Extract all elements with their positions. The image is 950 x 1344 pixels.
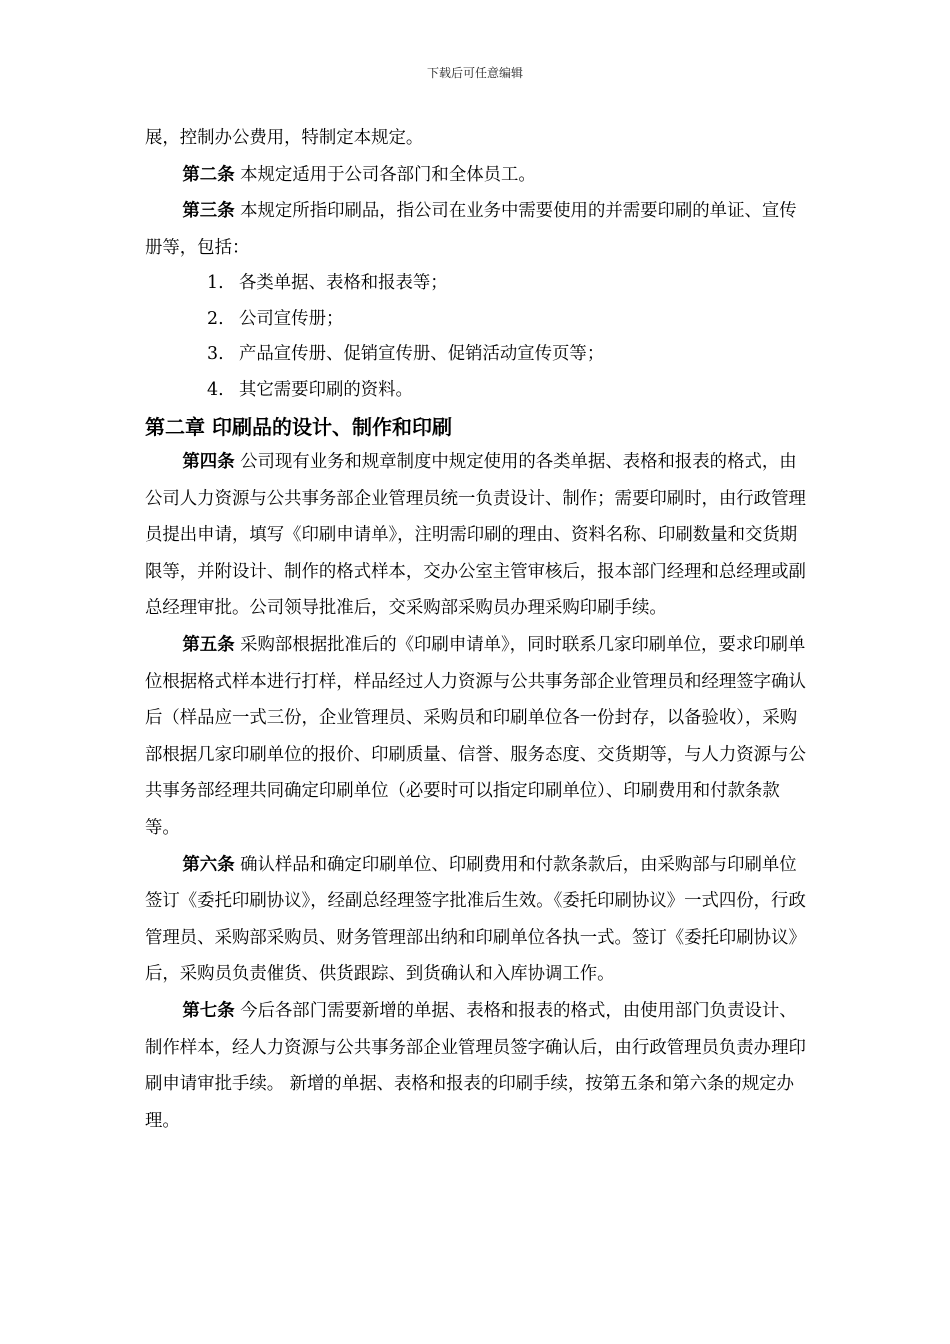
list-item xyxy=(145,302,813,337)
list-item xyxy=(145,337,813,372)
article-7-text: 今后各部门需要新增的单据、表格和报表的格式，由使用部门负责设计、制作样本，经人力资源与公共事务部企业管理员签字确认后，由行政管理员负责办理印刷申请审批手续。 新增的单据、表格和报表的印刷手续，按第五条和第六条的规定办理。 xyxy=(145,1000,806,1131)
list-item-number: 1. xyxy=(207,273,224,294)
article-4-text: 公司现有业务和规章制度中规定使用的各类单据、表格和报表的格式，由公司人力资源与公共事务部企业管理员统一负责设计、制作；需要印刷时，由行政管理员提出申请，填写《印刷申请单》，注明需印刷的理由、资料名称、印刷数量和交货期限等，并附设计、制作的格式样本，交办公室主管审核后，报本部门经理和总经理或副总经理审批。公司领导批准后，交采购部采购员办理采购印刷手续。 xyxy=(145,452,806,619)
article-5 xyxy=(145,627,813,847)
list-item-text: 公司宣传册； xyxy=(239,308,344,329)
article-2-text: 本规定适用于公司各部门和全体员工。 xyxy=(240,164,536,185)
article-6 xyxy=(145,847,813,993)
article-4-label: 第四条 xyxy=(182,452,235,472)
list-item-text: 产品宣传册、促销宣传册、促销活动宣传页等； xyxy=(239,344,605,365)
page-header: 下载后可任意编辑 xyxy=(426,66,523,80)
list-item-number: 3. xyxy=(207,344,224,365)
article-2-label: 第二条 xyxy=(182,164,235,185)
article-3-label: 第三条 xyxy=(182,201,235,222)
document-body xyxy=(145,120,813,1139)
list-item-text: 其它需要印刷的资料。 xyxy=(239,379,413,400)
chapter-heading: 第二章 印刷品的设计、制作和印刷 xyxy=(145,415,452,439)
article-7-label: 第七条 xyxy=(182,1000,235,1021)
list-item-number: 2. xyxy=(207,308,224,329)
article-5-label: 第五条 xyxy=(182,634,235,655)
article-3 xyxy=(145,193,813,266)
article-3-text: 本规定所指印刷品，指公司在业务中需要使用的并需要印刷的单证、宣传册等，包括： xyxy=(145,201,797,258)
article-6-text: 确认样品和确定印刷单位、印刷费用和付款条款后，由采购部与印刷单位签订《委托印刷协议》，经副总经理签字批准后生效。《委托印刷协议》一式四份，行政管理员、采购部采购员、财务管理部出纳和印刷单位各执一式。签订《委托印刷协议》后，采购员负责催货、供货跟踪、到货确认和入库协调工作。 xyxy=(145,854,806,985)
list-item-text: 各类单据、表格和报表等； xyxy=(239,273,448,294)
article-6-label: 第六条 xyxy=(182,854,235,875)
article-5-text: 采购部根据批准后的《印刷申请单》，同时联系几家印刷单位，要求印刷单位根据格式样本进行打样，样品经过人力资源与公共事务部企业管理员和经理签字确认后（样品应一式三份，企业管理员、采购员和印刷单位各一份封存，以备验收），采购部根据几家印刷单位的报价、印刷质量、信誉、服务态度、交货期等，与人力资源与公共事务部经理共同确定印刷单位（必要时可以指定印刷单位）、印刷费用和付款条款等。 xyxy=(145,634,806,838)
article-2 xyxy=(145,157,813,194)
article-7 xyxy=(145,993,813,1139)
article-4 xyxy=(145,444,813,627)
list-item xyxy=(145,266,813,301)
list-item xyxy=(145,373,813,408)
intro-line: 展，控制办公费用，特制定本规定。 xyxy=(145,128,424,148)
list-item-number: 4. xyxy=(207,379,224,400)
